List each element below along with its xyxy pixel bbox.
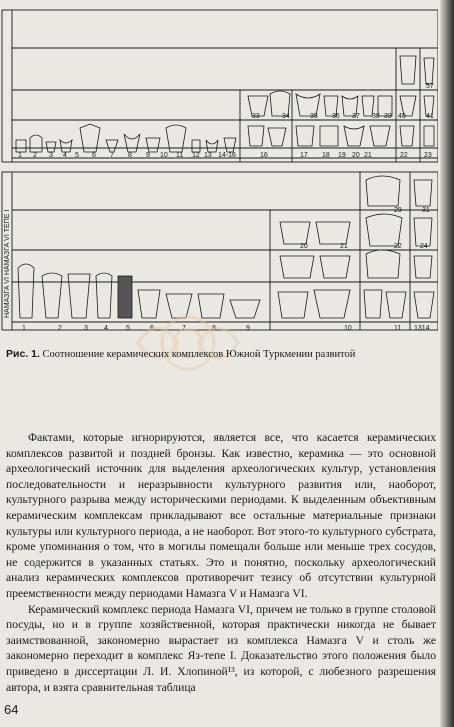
svg-text:7: 7 bbox=[182, 325, 186, 332]
svg-text:11: 11 bbox=[394, 325, 402, 332]
svg-text:21: 21 bbox=[340, 243, 348, 250]
lower-vessels bbox=[18, 176, 434, 318]
svg-text:3: 3 bbox=[84, 325, 88, 332]
svg-text:17: 17 bbox=[300, 152, 308, 159]
caption-label: Рис. 1. bbox=[6, 348, 40, 360]
svg-text:10: 10 bbox=[344, 325, 352, 332]
svg-text:8: 8 bbox=[212, 325, 216, 332]
period-label: НАМАЗГА VI НАМАЗГА VI ТЕПЕ I bbox=[4, 209, 11, 318]
svg-text:41: 41 bbox=[426, 113, 434, 120]
svg-text:3: 3 bbox=[49, 152, 53, 159]
svg-text:35: 35 bbox=[310, 113, 318, 120]
svg-text:1: 1 bbox=[22, 325, 26, 332]
svg-text:4: 4 bbox=[63, 152, 67, 159]
paragraph-1: Фактами, которые игнорируются, является все, что касается керамических комплексов развитой и поздней бронзы. Как известно, керамика — это основной археологический источник для выделения археологических культур, установления последовательности и неразрывности культурного развития или, наоборот, культурного разрыва между историческими периодами. К выделенным объективным керамическим комплексам прикладывают все остальные материальные признаки культуры или культурного периода, а не наоборот. Вот этого-то культурного субстрата, кроме упоминания о том, что в могилы помещали больше или меньше трех сосудов, не содержится в указанных статьях. Это и понятно, поскольку археологический анализ керамических комплексов противоречит тезису об отсутствии культурной преемственности между периодами Намазга V и Намазга VI. bbox=[6, 431, 436, 600]
svg-text:57: 57 bbox=[426, 83, 434, 90]
svg-text:10: 10 bbox=[160, 152, 168, 159]
svg-text:14-16: 14-16 bbox=[218, 152, 236, 159]
svg-text:29: 29 bbox=[394, 207, 402, 214]
page-number: 64 bbox=[4, 702, 19, 717]
svg-text:36: 36 bbox=[332, 113, 340, 120]
page-edge bbox=[440, 0, 454, 727]
svg-text:38: 38 bbox=[372, 113, 380, 120]
svg-text:18: 18 bbox=[322, 152, 330, 159]
svg-text:12: 12 bbox=[192, 152, 200, 159]
svg-text:6: 6 bbox=[150, 325, 154, 332]
svg-text:8: 8 bbox=[128, 152, 132, 159]
svg-text:40: 40 bbox=[398, 113, 406, 120]
svg-text:2: 2 bbox=[58, 325, 62, 332]
svg-text:5: 5 bbox=[126, 325, 130, 332]
figure-caption bbox=[6, 348, 436, 360]
caption-text: Соотношение керамических комплексов Южной Туркмении развитой bbox=[42, 349, 356, 360]
svg-text:4: 4 bbox=[104, 325, 108, 332]
pottery-figure bbox=[0, 0, 438, 338]
svg-text:33: 33 bbox=[252, 113, 260, 120]
svg-text:24: 24 bbox=[420, 243, 428, 250]
svg-text:11: 11 bbox=[176, 152, 184, 159]
body-text bbox=[6, 430, 436, 695]
svg-text:2: 2 bbox=[33, 152, 37, 159]
svg-text:5: 5 bbox=[75, 152, 79, 159]
svg-text:19: 19 bbox=[338, 152, 346, 159]
svg-text:9: 9 bbox=[146, 152, 150, 159]
paragraph-2: Керамический комплекс периода Намазга VI, причем не только в группе столовой посуды, но и в группе хозяйственной, которая практически никогда не бывает заимствованной, закономерно вырастает из комплекса Намазга V и столь же закономерно переходит в комплекс Яз-тепе I. Доказательство этого положения было приведено в диссертации Л. И. Хлопиной¹³, из которой, с любезного разрешения автора, и взята сравнительная таблица bbox=[6, 602, 436, 694]
upper-vessels bbox=[16, 56, 434, 152]
svg-text:22: 22 bbox=[400, 152, 408, 159]
svg-text:1314: 1314 bbox=[414, 325, 430, 332]
svg-text:6: 6 bbox=[92, 152, 96, 159]
svg-text:1: 1 bbox=[18, 152, 22, 159]
watermark-ornament bbox=[118, 298, 258, 388]
svg-text:39: 39 bbox=[384, 113, 392, 120]
svg-text:9: 9 bbox=[246, 325, 250, 332]
svg-text:23: 23 bbox=[424, 152, 432, 159]
svg-text:34: 34 bbox=[282, 113, 290, 120]
svg-text:20: 20 bbox=[300, 243, 308, 250]
svg-text:7: 7 bbox=[110, 152, 114, 159]
svg-text:37: 37 bbox=[352, 113, 360, 120]
svg-text:21: 21 bbox=[364, 152, 372, 159]
svg-text:31: 31 bbox=[422, 207, 430, 214]
svg-text:20: 20 bbox=[352, 152, 360, 159]
svg-text:13: 13 bbox=[204, 152, 212, 159]
svg-text:16: 16 bbox=[260, 152, 268, 159]
svg-text:22: 22 bbox=[394, 243, 402, 250]
